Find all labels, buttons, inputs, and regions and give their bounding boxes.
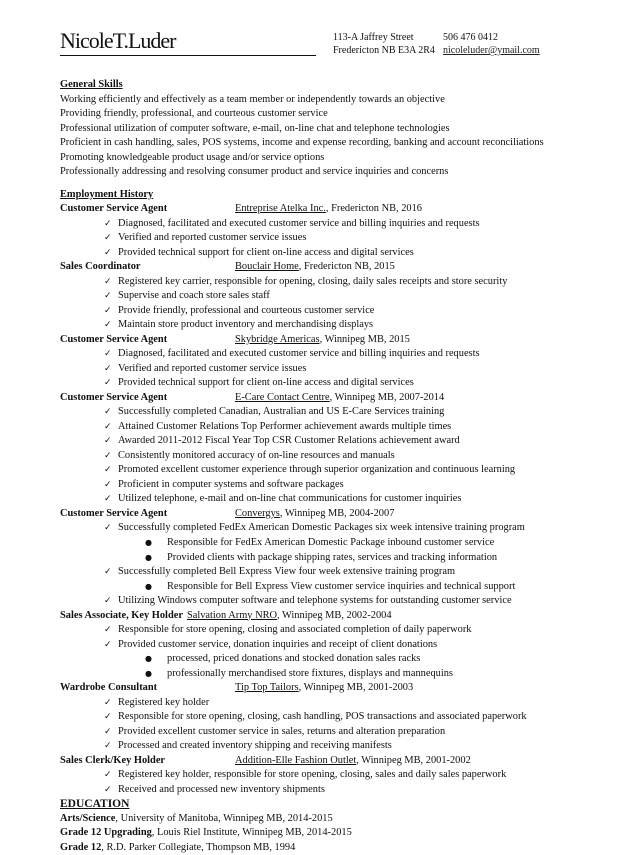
sub-bullet-text: Responsible for FedEx American Domestic Package inbound customer service [167, 536, 495, 548]
bullet-item [60, 725, 630, 740]
sub-bullet-text: processed, priced donations and stocked donation sales racks [167, 653, 421, 665]
checkmark-icon: ✓ [104, 378, 112, 389]
bullet-dot-icon: ● [145, 537, 152, 547]
education-title: Grade 12 Upgrading [60, 827, 152, 839]
education-title: Grade 12 [60, 841, 102, 853]
checkmark-icon: ✓ [104, 465, 112, 476]
bullet-item [60, 289, 630, 304]
education-detail: , University of Manitoba, Winnipeg MB, 2014-2015 [115, 812, 333, 824]
job-title: Customer Service Agent [60, 391, 168, 403]
bullet-item [60, 492, 630, 507]
sub-bullet-item [60, 667, 630, 682]
job-location: , Winnipeg MB, 2015 [319, 333, 410, 345]
education-title: Arts/Science [60, 812, 116, 824]
bullet-item [60, 463, 630, 478]
checkmark-icon: ✓ [104, 218, 112, 229]
checkmark-icon: ✓ [104, 291, 112, 302]
bullet-text: Registered key holder [118, 696, 210, 708]
checkmark-icon: ✓ [104, 741, 112, 752]
job-heading [60, 681, 630, 696]
job-location: , Fredericton NB, 2016 [325, 203, 422, 215]
name-underline [60, 55, 316, 56]
checkmark-icon: ✓ [104, 450, 112, 461]
bullet-item [60, 246, 630, 261]
sub-bullet-item [60, 652, 630, 667]
education-item [60, 812, 630, 827]
checkmark-icon: ✓ [104, 436, 112, 447]
checkmark-icon: ✓ [104, 596, 112, 607]
bullet-item [60, 739, 630, 754]
skill-text: Working efficiently and effectively as a team member or independently towards an objective [60, 93, 445, 105]
bullet-item [60, 231, 630, 246]
sub-bullet-item [60, 551, 630, 566]
phone-number: 506 476 0412 [443, 32, 498, 43]
education-heading-line [60, 797, 630, 812]
bullet-item [60, 696, 630, 711]
bullet-text: Responsible for store opening, closing, cash handling, POS transactions and associated paperwork [118, 711, 527, 723]
address-line-1: 113-A Jaffrey Street [333, 32, 414, 43]
bullet-text: Verified and reported customer service issues [118, 232, 307, 244]
bullet-dot-icon: ● [145, 552, 152, 562]
job-location: , Winnipeg MB, 2002-2004 [277, 609, 392, 621]
bullet-item [60, 376, 630, 391]
checkmark-icon: ✓ [104, 407, 112, 418]
bullet-dot-icon: ● [145, 668, 152, 678]
checkmark-icon: ✓ [104, 523, 112, 534]
sub-bullet-item [60, 580, 630, 595]
bullet-item [60, 362, 630, 377]
company-name: Addition-Elle Fashion Outlet [235, 754, 357, 766]
sub-bullet-item [60, 536, 630, 551]
bullet-dot-icon: ● [145, 581, 152, 591]
job-heading [60, 507, 630, 522]
email-link[interactable]: nicoleluder@ymail.com [443, 45, 540, 56]
bullet-dot-icon: ● [145, 654, 152, 664]
bullet-text: Maintain store product inventory and merchandising displays [118, 319, 374, 331]
skill-item [60, 136, 630, 151]
checkmark-icon: ✓ [104, 639, 112, 650]
skills-heading-line [60, 78, 630, 93]
bullet-text: Diagnosed, facilitated and executed customer service and billing inquiries and requests [118, 348, 480, 360]
checkmark-icon: ✓ [104, 697, 112, 708]
skill-text: Providing friendly, professional, and courteous customer service [60, 108, 328, 120]
bullet-text: Successfully completed Canadian, Australian and US E-Care Services training [118, 406, 445, 418]
skill-text: Professional utilization of computer software, e-mail, on-line chat and telephone technologies [60, 122, 450, 134]
job-location: , Winnipeg MB, 2001-2002 [356, 754, 471, 766]
contact-block [443, 31, 540, 57]
job-title: Sales Coordinator [60, 261, 141, 273]
bullet-text: Utilized telephone, e-mail and on-line chat communications for customer inquiries [118, 493, 462, 505]
bullet-item [60, 623, 630, 638]
bullet-item [60, 275, 630, 290]
company-name: Salvation Army NRO [186, 609, 278, 621]
job-location: , Winnipeg MB, 2007-2014 [329, 391, 445, 403]
checkmark-icon: ✓ [104, 726, 112, 737]
checkmark-icon: ✓ [104, 305, 112, 316]
job-title: Wardrobe Consultant [60, 682, 158, 694]
resume-body [60, 78, 630, 855]
bullet-text: Awarded 2011-2012 Fiscal Year Top CSR Customer Relations achievement award [118, 435, 460, 447]
job-heading [60, 609, 630, 624]
bullet-text: Successfully completed FedEx American Domestic Packages six week intensive training program [118, 522, 525, 534]
company-name: Entreprise Atelka Inc. [235, 203, 326, 215]
company-name: Convergys [235, 507, 280, 519]
bullet-text: Utilizing Windows computer software and telephone systems for outstanding customer service [118, 595, 512, 607]
bullet-text: Provided technical support for client on-line access and digital services [118, 246, 414, 258]
bullet-item [60, 405, 630, 420]
skill-text: Proficient in cash handling, sales, POS systems, income and expense recording, banking and account reconciliations [60, 137, 544, 149]
job-title: Customer Service Agent [60, 203, 168, 215]
company-name: Tip Top Tailors [235, 682, 299, 694]
checkmark-icon: ✓ [104, 363, 112, 374]
checkmark-icon: ✓ [104, 349, 112, 360]
bullet-text: Verified and reported customer service issues [118, 362, 307, 374]
bullet-item [60, 710, 630, 725]
checkmark-icon: ✓ [104, 233, 112, 244]
bullet-text: Provided excellent customer service in sales, returns and alteration preparation [118, 725, 446, 737]
education-heading: EDUCATION [60, 798, 130, 811]
skill-text: Promoting knowledgeable product usage and/or service options [60, 151, 325, 163]
skill-item [60, 107, 630, 122]
bullet-item [60, 783, 630, 798]
checkmark-icon: ✓ [104, 567, 112, 578]
checkmark-icon: ✓ [104, 320, 112, 331]
bullet-item [60, 521, 630, 536]
skill-item [60, 165, 630, 180]
bullet-item [60, 318, 630, 333]
bullet-text: Proficient in computer systems and software packages [118, 478, 344, 490]
address-line-2: Fredericton NB E3A 2R4 [333, 45, 435, 56]
education-item [60, 841, 630, 855]
checkmark-icon: ✓ [104, 784, 112, 795]
sub-bullet-text: Provided clients with package shipping rates, services and tracking information [167, 551, 498, 563]
checkmark-icon: ✓ [104, 421, 112, 432]
bullet-item [60, 565, 630, 580]
job-location: , Fredericton NB, 2015 [298, 261, 395, 273]
skill-text: Professionally addressing and resolving consumer product and service inquiries and concerns [60, 166, 449, 178]
bullet-item [60, 217, 630, 232]
bullet-item [60, 449, 630, 464]
bullet-text: Registered key holder, responsible for store opening, closing, sales and daily sales paperwork [118, 769, 507, 781]
skill-item [60, 93, 630, 108]
checkmark-icon: ✓ [104, 494, 112, 505]
bullet-text: Successfully completed Bell Express View four week extensive training program [118, 566, 456, 578]
bullet-text: Provided customer service, donation inquiries and receipt of client donations [118, 638, 438, 650]
bullet-text: Supervise and coach store sales staff [118, 290, 270, 302]
sub-bullet-text: Responsible for Bell Express View customer service inquiries and technical support [167, 580, 516, 592]
bullet-item [60, 420, 630, 435]
job-location: , Winnipeg MB, 2004-2007 [279, 507, 395, 519]
checkmark-icon: ✓ [104, 276, 112, 287]
bullet-text: Processed and created inventory shipping and receiving manifests [118, 740, 392, 752]
checkmark-icon: ✓ [104, 479, 112, 490]
bullet-item [60, 478, 630, 493]
job-title: Customer Service Agent [60, 333, 168, 345]
checkmark-icon: ✓ [104, 770, 112, 781]
employment-heading: Employment History [60, 188, 154, 200]
section-gap [60, 180, 630, 188]
job-heading [60, 202, 630, 217]
checkmark-icon: ✓ [104, 712, 112, 723]
job-heading [60, 391, 630, 406]
bullet-text: Provided technical support for client on-line access and digital services [118, 377, 414, 389]
bullet-text: Promoted excellent customer experience through superior organization and continuous learning [118, 464, 516, 476]
bullet-text: Diagnosed, facilitated and executed customer service and billing inquiries and requests [118, 217, 480, 229]
bullet-text: Received and processed new inventory shipments [118, 783, 325, 795]
company-name: E-Care Contact Centre [235, 391, 330, 403]
job-location: , Winnipeg MB, 2001-2003 [298, 682, 414, 694]
job-title: Sales Associate, Key Holder [60, 609, 183, 621]
skill-item [60, 151, 630, 166]
job-title: Sales Clerk/Key Holder [60, 754, 166, 766]
job-title: Customer Service Agent [60, 507, 168, 519]
job-heading [60, 333, 630, 348]
job-heading [60, 260, 630, 275]
bullet-text: Registered key carrier, responsible for opening, closing, daily sales receipts and store security [118, 275, 508, 287]
bullet-text: Consistently monitored accuracy of on-line resources and manuals [118, 449, 395, 461]
bullet-text: Attained Customer Relations Top Performer achievement awards multiple times [118, 420, 452, 432]
education-item [60, 826, 630, 841]
address-block [333, 31, 435, 57]
bullet-text: Provide friendly, professional and courteous customer service [118, 304, 375, 316]
checkmark-icon: ✓ [104, 625, 112, 636]
sub-bullet-text: professionally merchandised store fixtures, displays and mannequins [167, 667, 453, 679]
bullet-item [60, 434, 630, 449]
checkmark-icon: ✓ [104, 247, 112, 258]
bullet-text: Responsible for store opening, closing and associated completion of daily paperwork [118, 624, 472, 636]
bullet-item [60, 304, 630, 319]
applicant-name: NicoleT.Luder [60, 28, 176, 53]
education-detail: , Louis Riel Institute, Winnipeg MB, 2014-2015 [151, 827, 352, 839]
skill-item [60, 122, 630, 137]
company-name: Bouclair Home [235, 261, 299, 273]
education-detail: , R.D. Parker Collegiate, Thompson MB, 1994 [101, 841, 296, 853]
bullet-item [60, 594, 630, 609]
skills-heading: General Skills [60, 79, 123, 90]
employment-heading-line [60, 188, 630, 203]
bullet-item [60, 347, 630, 362]
job-heading [60, 754, 630, 769]
bullet-item [60, 638, 630, 653]
bullet-item [60, 768, 630, 783]
company-name: Skybridge Americas [235, 333, 320, 345]
